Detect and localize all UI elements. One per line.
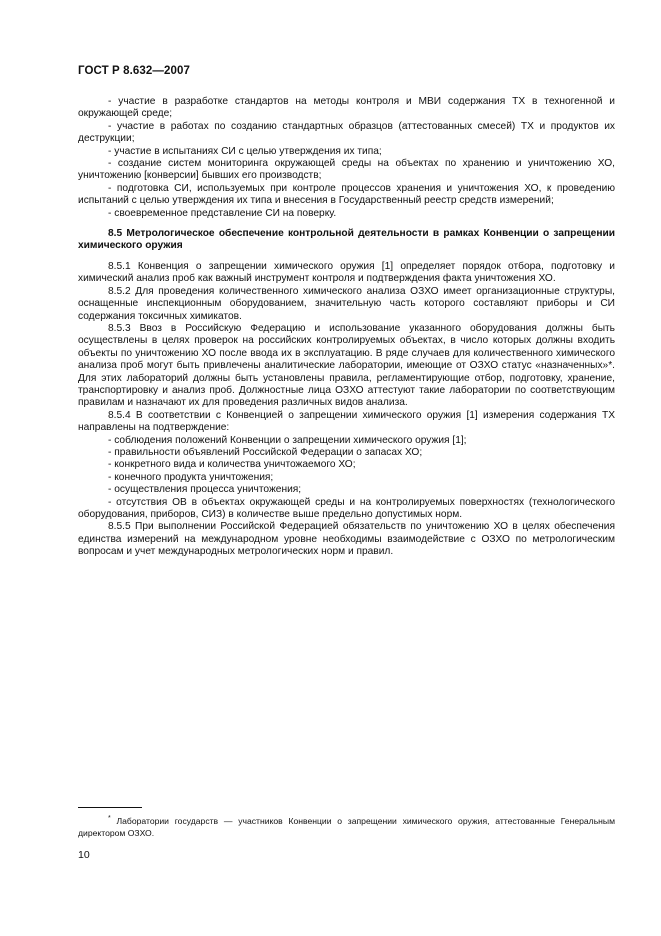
paragraph-8-5-2: 8.5.2 Для проведения количественного химического анализа ОЗХО имеет организационные структуры, оснащенные инспекционным оборудованием, значительную часть которого составляют приборы и СИ содержания токсичных химикатов.	[78, 285, 615, 322]
footnote-divider	[78, 807, 142, 808]
paragraph-8-5-5: 8.5.5 При выполнении Российской Федерацией обязательств по уничтожению ХО в целях обеспечения единства измерений на международном уровне необходимы взаимодействие с ОЗХО по метрологическим вопросам и учет международных метрологических норм и правил.	[78, 521, 615, 558]
footnote	[78, 813, 615, 840]
list-item: - подготовка СИ, используемых при контроле процессов хранения и уничтожения ХО, к проведению испытаний с целью утверждения их типа и внесения в Государственный реестр средств измерений;	[78, 182, 615, 207]
list-item: - своевременное представление СИ на поверку.	[108, 207, 337, 219]
list-item: - участие в разработке стандартов на методы контроля и МВИ содержания ТХ в техногенной и окружающей среде;	[78, 96, 615, 120]
paragraph-8-5-1: 8.5.1 Конвенция о запрещении химического оружия [1] определяет порядок отбора, подготовку и химический анализ проб как важный инструмент контроля и подтверждения факта уничтожения ХО.	[78, 260, 615, 285]
footnote-marker: *	[108, 815, 111, 822]
list-item: - правильности объявлений Российской Федерации о запасах ХО;	[108, 446, 423, 458]
page-number: 10	[78, 849, 90, 861]
list-item: - участие в работах по созданию стандартных образцов (аттестованных смесей) ТХ и продуктов их деструкции;	[78, 120, 615, 145]
paragraph-8-5-4: 8.5.4 В соответствии с Конвенцией о запрещении химического оружия [1] измерения содержания ТХ направлены на подтверждение:	[78, 409, 615, 434]
footnote-text: Лаборатории государств — участников Конвенции о запрещении химического оружия, аттестованные Генеральным директором ОЗХО.	[78, 815, 615, 839]
list-item: - соблюдения положений Конвенции о запрещении химического оружия [1];	[108, 434, 467, 446]
list-item: - отсутствия ОВ в объектах окружающей среды и на контролируемых поверхностях (технологического оборудования, приборов, СИЗ) в количестве выше предельно допустимых норм.	[78, 496, 615, 520]
list-item: - создание систем мониторинга окружающей среды на объектах по хранению и уничтожению ХО, уничтожению [конверсии] бывших его производств;	[78, 158, 615, 182]
document-body	[78, 96, 615, 559]
section-heading: 8.5 Метрологическое обеспечение контрольной деятельности в рамках Конвенции о запрещении химического оружия	[78, 228, 615, 252]
list-item: - осуществления процесса уничтожения;	[108, 484, 302, 496]
list-item: - участие в испытаниях СИ с целью утверждения их типа;	[108, 145, 382, 157]
document-header: ГОСТ Р 8.632—2007	[78, 65, 190, 77]
list-item: - конкретного вида и количества уничтожаемого ХО;	[108, 459, 356, 471]
list-item: - конечного продукта уничтожения;	[108, 471, 274, 483]
paragraph-8-5-3: 8.5.3 Ввоз в Российскую Федерацию и использование указанного оборудования должны быть осуществлены в целях проверок на российских контролируемых объектах, в число которых должны входить объекты по уничтожению ХО после ввода их в эксплуатацию. В ряде случаев для количественного химического анализа проб могут быть привлечены аналитические лаборатории, имеющие от ОЗХО статус «назначенных»*. Для этих лабораторий должны быть установлены правила, регламентирующие отбор, подготовку, хранение, транспортировку и анализ проб. Должностные лица ОЗХО аттестуют такие лаборатории по соответствующим правилам и назначают их для проведения различных видов анализа.	[78, 322, 615, 409]
